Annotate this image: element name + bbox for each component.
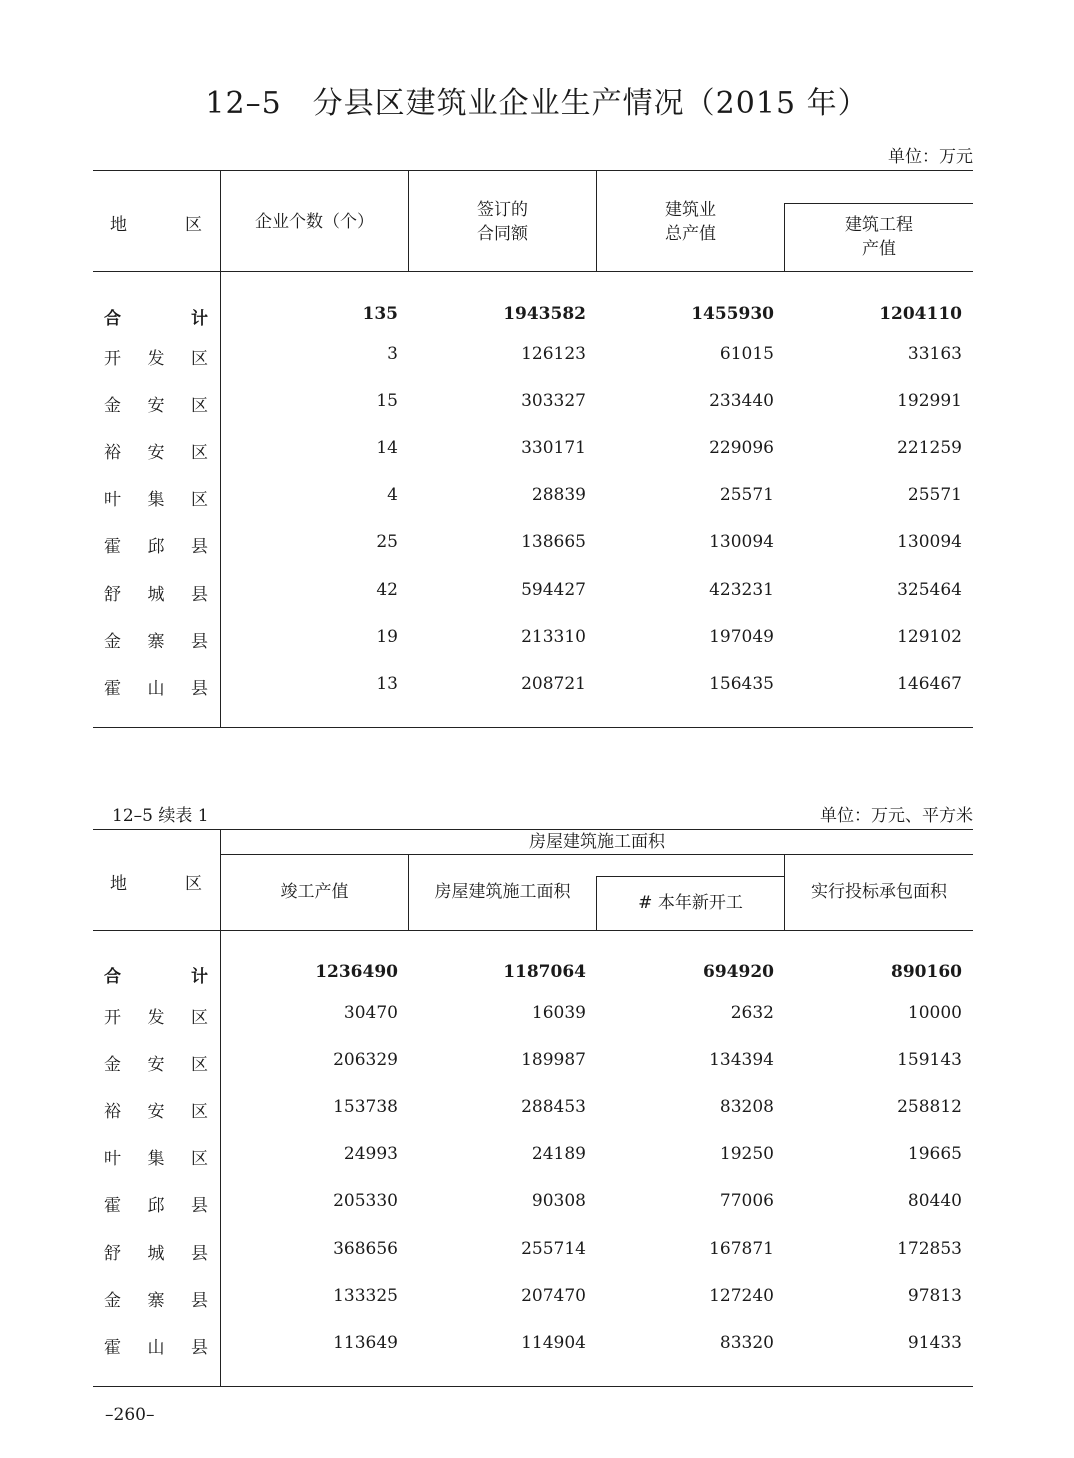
table2-header-rule [93, 930, 973, 931]
table-cell: 153738 [333, 1097, 398, 1118]
page-title: 12–5 分县区建筑业企业生产情况（2015 年） [205, 86, 869, 121]
table-cell: 114904 [521, 1332, 586, 1353]
table-cell: 207470 [521, 1285, 586, 1306]
table-cell: 133325 [333, 1285, 398, 1306]
table-cell: 1943582 [503, 304, 586, 324]
page-number: –260– [105, 1405, 155, 1425]
table-cell: 130094 [709, 532, 774, 553]
table-cell: 159143 [897, 1050, 962, 1071]
table-cell: 694920 [703, 962, 774, 982]
table1-top-rule [93, 170, 973, 171]
table-cell: 221259 [897, 438, 962, 459]
table1-header-total-output: 建筑业 总产值 [665, 200, 716, 244]
table-row-region: 霍 山 县 [104, 1337, 208, 1358]
table-cell: 19 [376, 626, 398, 647]
table-row-region: 舒 城 县 [104, 1243, 208, 1264]
table-cell: 890160 [891, 962, 962, 982]
table-cell: 1236490 [315, 962, 398, 982]
table-cell: 156435 [709, 673, 774, 694]
table-row-region: 金 寨 县 [104, 631, 208, 652]
table-cell: 3 [387, 344, 398, 364]
table-row-region: 合 计 [104, 967, 208, 987]
table-cell: 197049 [709, 626, 774, 647]
table-cell: 233440 [709, 391, 774, 412]
table-cell: 42 [376, 579, 398, 600]
table-cell: 205330 [333, 1191, 398, 1212]
table-cell: 15 [376, 391, 398, 412]
table-cell: 19250 [719, 1144, 774, 1165]
table-cell: 1455930 [691, 304, 774, 324]
table-cell: 206329 [333, 1050, 398, 1071]
table1-header-construction-output: 建筑工程 产值 [845, 215, 913, 259]
table-cell: 25 [376, 532, 398, 553]
table-row-region: 叶 集 区 [104, 1149, 208, 1170]
table-cell: 325464 [897, 579, 962, 600]
table1-unit: 单位：万元 [888, 147, 973, 167]
table-cell: 303327 [521, 391, 586, 412]
table-cell: 288453 [521, 1097, 586, 1118]
table2-header-bidding-area: 实行投标承包面积 [811, 882, 947, 902]
table-row-region: 霍 山 县 [104, 678, 208, 699]
table-cell: 192991 [897, 391, 962, 412]
table-cell: 113649 [333, 1332, 398, 1353]
table-row-region: 裕 安 区 [104, 443, 208, 464]
table-cell: 24189 [531, 1144, 586, 1165]
table-cell: 83320 [719, 1332, 774, 1353]
table-cell: 130094 [897, 532, 962, 553]
table2-header-construction-area: 房屋建筑施工面积 [434, 882, 571, 902]
table1-header-enterprises: 企业个数（个） [255, 212, 374, 232]
table1-bottom-rule [93, 727, 973, 728]
table2-bottom-rule [93, 1386, 973, 1387]
table-cell: 368656 [333, 1238, 398, 1259]
table-cell: 1187064 [503, 962, 586, 982]
table-cell: 189987 [521, 1050, 586, 1071]
table-cell: 135 [362, 304, 398, 324]
table-cell: 146467 [897, 673, 962, 694]
table-cell: 80440 [907, 1191, 962, 1212]
table-cell: 91433 [907, 1332, 962, 1353]
table-cell: 83208 [719, 1097, 774, 1118]
table-cell: 129102 [897, 626, 962, 647]
table-row-region: 叶 集 区 [104, 490, 208, 511]
table-row-region: 金 安 区 [104, 1055, 208, 1076]
table2-header-new-starts: # 本年新开工 [638, 893, 743, 913]
table-cell: 90308 [531, 1191, 586, 1212]
table-cell: 19665 [907, 1144, 962, 1165]
table-cell: 134394 [709, 1050, 774, 1071]
table-cell: 255714 [521, 1238, 586, 1259]
table2-label: 12–5 续表 1 [112, 806, 209, 826]
table-cell: 24993 [343, 1144, 398, 1165]
table-row-region: 霍 邱 县 [104, 1196, 208, 1217]
table-cell: 258812 [897, 1097, 962, 1118]
table-cell: 33163 [907, 344, 962, 364]
table-cell: 138665 [521, 532, 586, 553]
table-cell: 229096 [709, 438, 774, 459]
table-row-region: 金 寨 县 [104, 1290, 208, 1311]
table-row-region: 裕 安 区 [104, 1102, 208, 1123]
table-row-region: 舒 城 县 [104, 584, 208, 605]
table2-unit: 单位：万元、平方米 [820, 806, 973, 826]
table1-subheader-rule [784, 203, 973, 204]
table-cell: 61015 [719, 344, 774, 364]
table-cell: 25571 [907, 485, 962, 506]
table-row-region: 合 计 [104, 309, 208, 329]
table-cell: 330171 [521, 438, 586, 459]
table2-header-group: 房屋建筑施工面积 [529, 832, 665, 852]
table-cell: 77006 [719, 1191, 774, 1212]
table-cell: 2632 [730, 1003, 774, 1023]
table2-header-completed-output: 竣工产值 [280, 882, 349, 902]
table-cell: 213310 [521, 626, 586, 647]
table-cell: 1204110 [879, 304, 962, 324]
table-cell: 16039 [531, 1003, 586, 1023]
table-row-region: 开 发 区 [104, 349, 208, 369]
table-cell: 208721 [521, 673, 586, 694]
table2-group-rule [220, 854, 973, 855]
table-cell: 4 [387, 485, 398, 506]
table-row-region: 金 安 区 [104, 396, 208, 417]
table2-subheader-rule [596, 876, 784, 877]
table-cell: 10000 [907, 1003, 962, 1023]
table-cell: 172853 [897, 1238, 962, 1259]
table-cell: 126123 [521, 344, 586, 364]
table-cell: 167871 [709, 1238, 774, 1259]
table-cell: 25571 [719, 485, 774, 506]
table1-header-region: 地 区 [110, 215, 202, 235]
table-cell: 30470 [343, 1003, 398, 1023]
table-cell: 13 [376, 673, 398, 694]
table2-region-divider [220, 829, 221, 1386]
table-cell: 594427 [521, 579, 586, 600]
table1-header-contract: 签订的 合同额 [477, 200, 528, 244]
table-row-region: 开 发 区 [104, 1008, 208, 1028]
table-cell: 97813 [907, 1285, 962, 1306]
table2-header-region: 地 区 [110, 874, 202, 894]
table-row-region: 霍 邱 县 [104, 537, 208, 558]
table-cell: 14 [376, 438, 398, 459]
table-cell: 28839 [531, 485, 586, 506]
table1-region-divider [220, 170, 221, 727]
table1-header-rule [93, 271, 973, 272]
table-cell: 127240 [709, 1285, 774, 1306]
table-cell: 423231 [709, 579, 774, 600]
